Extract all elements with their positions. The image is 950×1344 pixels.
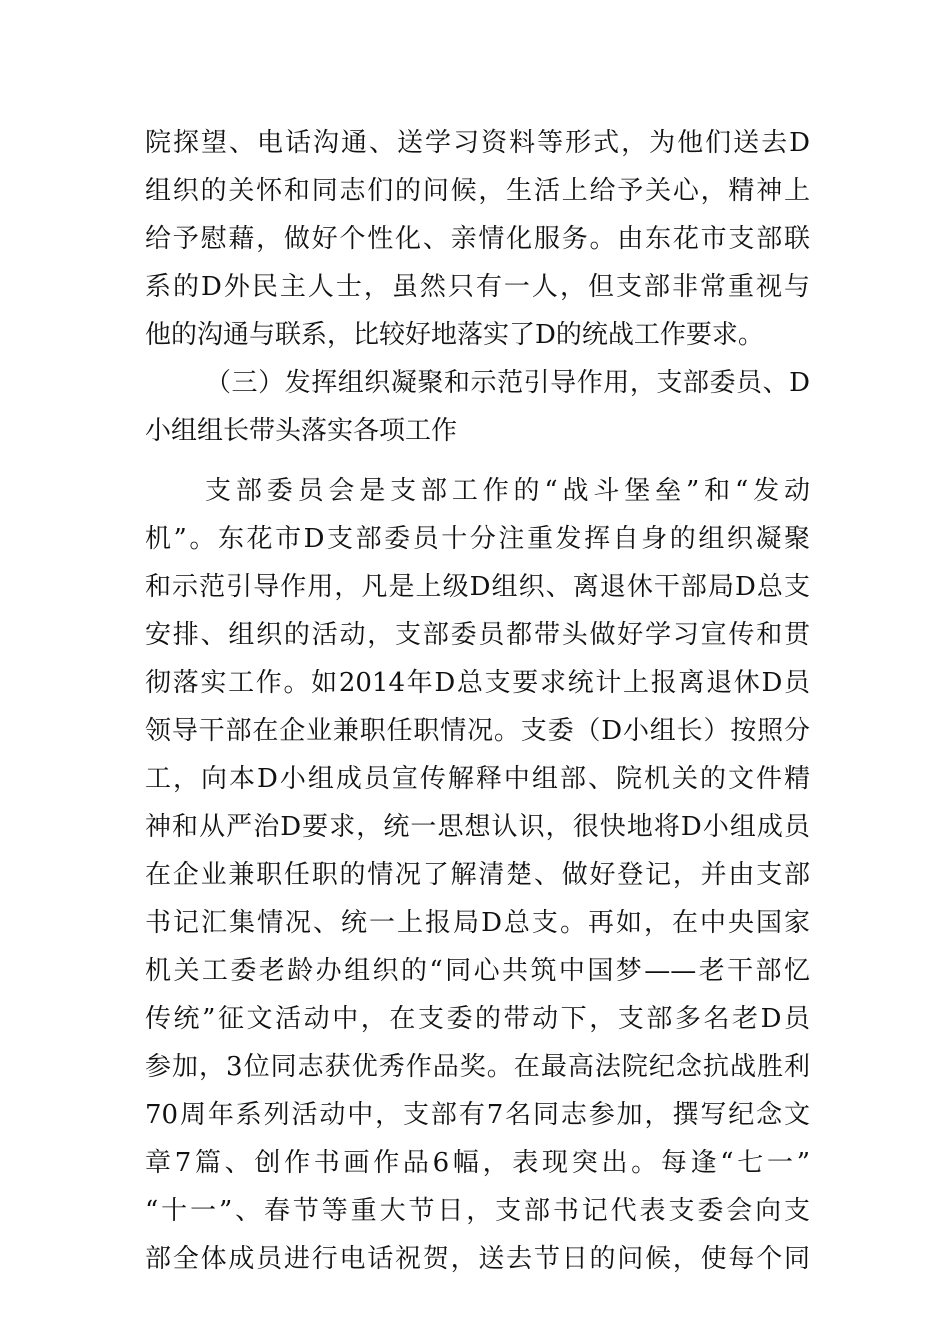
paragraph-2-line-12: 传统”征文活动中，在支委的带动下，支部多名老D员 [145,1004,810,1034]
paragraph-2-line-14: 70周年系列活动中，支部有7名同志参加，撰写纪念文 [145,1100,810,1130]
paragraph-1-line-3: 给予慰藉，做好个性化、亲情化服务。由东花市支部联 [145,224,810,254]
paragraph-2-line-5: 彻落实工作。如2014年D总支要求统计上报离退休D员 [145,668,810,698]
section-heading-line-1: （三）发挥组织凝聚和示范引导作用，支部委员、D [205,368,810,398]
paragraph-2-line-10: 书记汇集情况、统一上报局D总支。再如，在中央国家 [145,908,810,938]
paragraph-2-line-6: 领导干部在企业兼职任职情况。支委（D小组长）按照分 [145,716,810,746]
paragraph-2-line-9: 在企业兼职任职的情况了解清楚、做好登记，并由支部 [145,860,810,890]
paragraph-2-line-3: 和示范引导作用，凡是上级D组织、离退休干部局D总支 [145,572,810,602]
paragraph-1-line-4: 系的D外民主人士，虽然只有一人，但支部非常重视与 [145,272,810,302]
section-heading-line-2: 小组组长带头落实各项工作 [145,416,458,446]
paragraph-2-line-1: 支部委员会是支部工作的“战斗堡垒”和“发动 [205,476,810,506]
paragraph-2-line-4: 安排、组织的活动，支部委员都带头做好学习宣传和贯 [145,620,810,650]
paragraph-2-line-13: 参加，3位同志获优秀作品奖。在最高法院纪念抗战胜利 [145,1052,810,1082]
paragraph-2-line-11: 机关工委老龄办组织的“同心共筑中国梦——老干部忆 [145,956,810,986]
paragraph-1-line-5: 他的沟通与联系，比较好地落实了D的统战工作要求。 [145,320,764,350]
paragraph-2-line-2: 机”。东花市D支部委员十分注重发挥自身的组织凝聚 [145,524,810,554]
paragraph-1-line-1: 院探望、电话沟通、送学习资料等形式，为他们送去D [145,128,810,158]
paragraph-2-line-7: 工，向本D小组成员宣传解释中组部、院机关的文件精 [145,764,810,794]
paragraph-1-line-2: 组织的关怀和同志们的问候，生活上给予关心，精神上 [145,176,810,206]
paragraph-2-line-17: 部全体成员进行电话祝贺，送去节日的问候，使每个同 [145,1244,810,1274]
paragraph-2-line-15: 章7篇、创作书画作品6幅，表现突出。每逢“七一” [145,1148,810,1178]
paragraph-2-line-8: 神和从严治D要求，统一思想认识，很快地将D小组成员 [145,812,810,842]
paragraph-2-line-16: “十一”、春节等重大节日，支部书记代表支委会向支 [145,1196,810,1226]
